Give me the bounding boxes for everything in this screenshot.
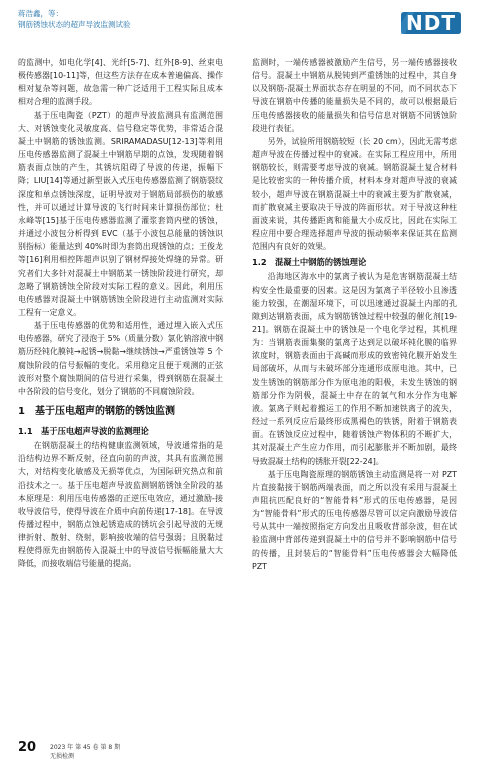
subsection-heading: 1.1 基于压电超声导波的监测理论 bbox=[18, 426, 149, 437]
page-header bbox=[0, 0, 480, 42]
section-heading: 1 基于压电超声的钢筋的锈蚀监测 bbox=[18, 406, 175, 418]
logo-text: NDT bbox=[406, 11, 456, 35]
journal-name: 无损检测 bbox=[50, 753, 75, 760]
body-paragraph: 基于压电传感器的优势和适用性，通过埋入嵌入式压电传感器，研究了浸泡于 5%（质量分数）氯化钠溶液中钢筋历经钝化膜钝→起锈→脱黏→继续锈蚀→严重锈蚀等 5 个腐蚀阶段的信号振幅的变化。采用稳定且便于观测的正弦波形对整个腐蚀期间的信号进行采集，得到钢筋在混凝土中各阶段的信号变化，划分了钢筋的不同腐蚀阶段。 bbox=[18, 321, 223, 396]
body-paragraph: 基于压电陶瓷（PZT）的超声导波监测具有监测范围大、对锈蚀变化灵敏度高、信号稳定等优势，非常适合混凝土中钢筋的锈蚀监测。SRIRAMADASU[12-13]等利用压电传感器监测了混凝土中钢筋早期的点蚀，发现随着钢筋表面点蚀的产生，其锈坑阻碍了导波的传递，振幅下降；LIU[14]等通过新型嵌入式压电传感器监测了钢筋裂纹深度和单点锈蚀深度，证明导波对于钢筋局部损伤的敏感性，并可以通过计算导波的飞行时间来计算损伤部位；杜永峰等[15]基于压电传感器监测了灌浆套筒内壁的锈蚀，并通过小波包分析得到 EVC（基于小波包总能量的锈蚀识别指标）能量达到 40%时即为套筒出现锈蚀的点；王俊龙等[16]利用相控阵超声识别了钢材焊接处焊缝的异常。研究者们大多针对混凝土中钢筋某一锈蚀阶段进行研究，却忽略了钢筋锈蚀全阶段对实际工程的意义。因此，利用压电传感器对混凝土中钢筋锈蚀全阶段进行主动监测对实际工程有一定意义。 bbox=[18, 110, 223, 317]
journal-info bbox=[50, 743, 120, 761]
page-footer bbox=[18, 738, 458, 768]
body-paragraph: 在钢筋混凝土的结构健康监测领域，导波通常指的是沿结构边界不断反射，径直向前的声波，其具有监测范围大，对结构变化敏感及无损等优点，为国际研究热点和前沿技术之一。基于压电超声导波监测钢筋锈蚀全阶段的基本原理是：利用压电传感器的正逆压电效应，通过激励-接收导波信号，使得导波在介质中向前传递[17-18]。在导波传播过程中，钢筋点蚀起锈造成的锈坑会引起导波的无规律折射、散射、绕射，影响接收端的信号强弱；且脱黏过程使得原先由钢筋传入混凝土中的导波信号振幅能量大大降低，而接收端信号能量的提高。 bbox=[18, 441, 223, 569]
running-head-authors: 蒋浩鑫，等： bbox=[18, 9, 63, 18]
running-head-title: 钢筋锈蚀状态的超声导波监测试验 bbox=[18, 20, 131, 29]
right-column bbox=[252, 56, 457, 573]
journal-issue: 2023 年 第 45 卷 第 8 期 bbox=[50, 744, 121, 751]
subsection-heading: 1.2 混凝土中钢筋的锈蚀理论 bbox=[252, 257, 367, 268]
page-number: 20 bbox=[18, 740, 37, 755]
body-paragraph: 沿海地区海水中的氯离子被认为是危害钢筋混凝土结构安全性最重要的因素。这是因为氯离子半径较小且渗透能力较强，在潮湿环境下，可以迅速通过混凝土内部的孔隙到达钢筋表面，成为钢筋锈蚀过程中较强的催化剂[19-21]。钢筋在混凝土中的锈蚀是一个电化学过程，其机理为：当钢筋表面集聚的氯离子达到足以破坏钝化膜的临界浓度时，钢筋表面由于高碱而形成的致密钝化膜开始发生局部破坏，从而与未破坏部分连通形成原电池。其中，已发生锈蚀的钢筋部分作为原电池的阳极，未发生锈蚀的钢筋部分作为阴极，混凝土中存在的氧气和水分作为电解液。氯离子则起着搬运工的作用不断加速铁离子的流失，经过一系列反应后最终形成黑褐色的铁锈，附着于钢筋表面。在锈蚀反应过程中，随着锈蚀产物体积的不断扩大，其对混凝土产生应力作用，而引起膨胀并不断加剧，最终导致混凝土结构的锈胀开裂[22-24]。 bbox=[252, 272, 457, 466]
journal-logo bbox=[400, 10, 462, 36]
body-paragraph: 监测时，一端传感器被激励产生信号，另一端传感器接收信号。混凝土中钢筋从脱钝到严重锈蚀的过程中，其自身以及钢筋-混凝土界面状态存在明显的不同，而不同状态下导波在钢筋中传播的能量损失是不同的，故可以根据最后压电传感器接收的能量损失和信号信息对钢筋不同锈蚀阶段进行表征。 bbox=[252, 58, 457, 133]
body-paragraph: 的监测中，如电化学[4]、光纤[5-7]、红外[8-9]、丝束电极传感器[10-11]等，但这些方法存在成本普遍偏高、操作相对复杂等问题，故急需一种广泛适用于工程实际且成本相对合理的监测手段。 bbox=[18, 58, 223, 107]
left-column bbox=[18, 56, 223, 571]
body-paragraph: 基于压电陶瓷原理的钢筋锈蚀主动监测是将一对 PZT 片直接黏接于钢筋两端表面，而之所以没有采用与混凝土声阻抗匹配良好的“智能骨料”形式的压电传感器，是因为“智能骨料”形式的压电传感器尽管可以定向激励导波信号从其中一端按照指定方向发出且吸收背部杂波，但在试验监测中背部传递到混凝土中的信号并不影响钢筋中信号的传播，且封装后的“智能骨料”压电传感器会大幅降低 PZT bbox=[252, 469, 457, 571]
body-paragraph: 另外，试验所用钢筋较短（长 20 cm），因此无需考虑超声导波在传播过程中的衰减。在实际工程应用中，所用钢筋较长，则需要考虑导波的衰减。钢筋混凝土复合材料是比较密实的一种传播介质，材料本身对超声导波的衰减较小，超声导波在钢筋混凝土中的衰减主要为扩散衰减，而扩散衰减主要取决于导波的阵面形状。对于导波这种柱面波来说，其传播距离和能量大小成反比，因此在实际工程应用中要合理选择超声导波的振动频率来保证其在监测范围内有良好的效果。 bbox=[252, 136, 457, 252]
